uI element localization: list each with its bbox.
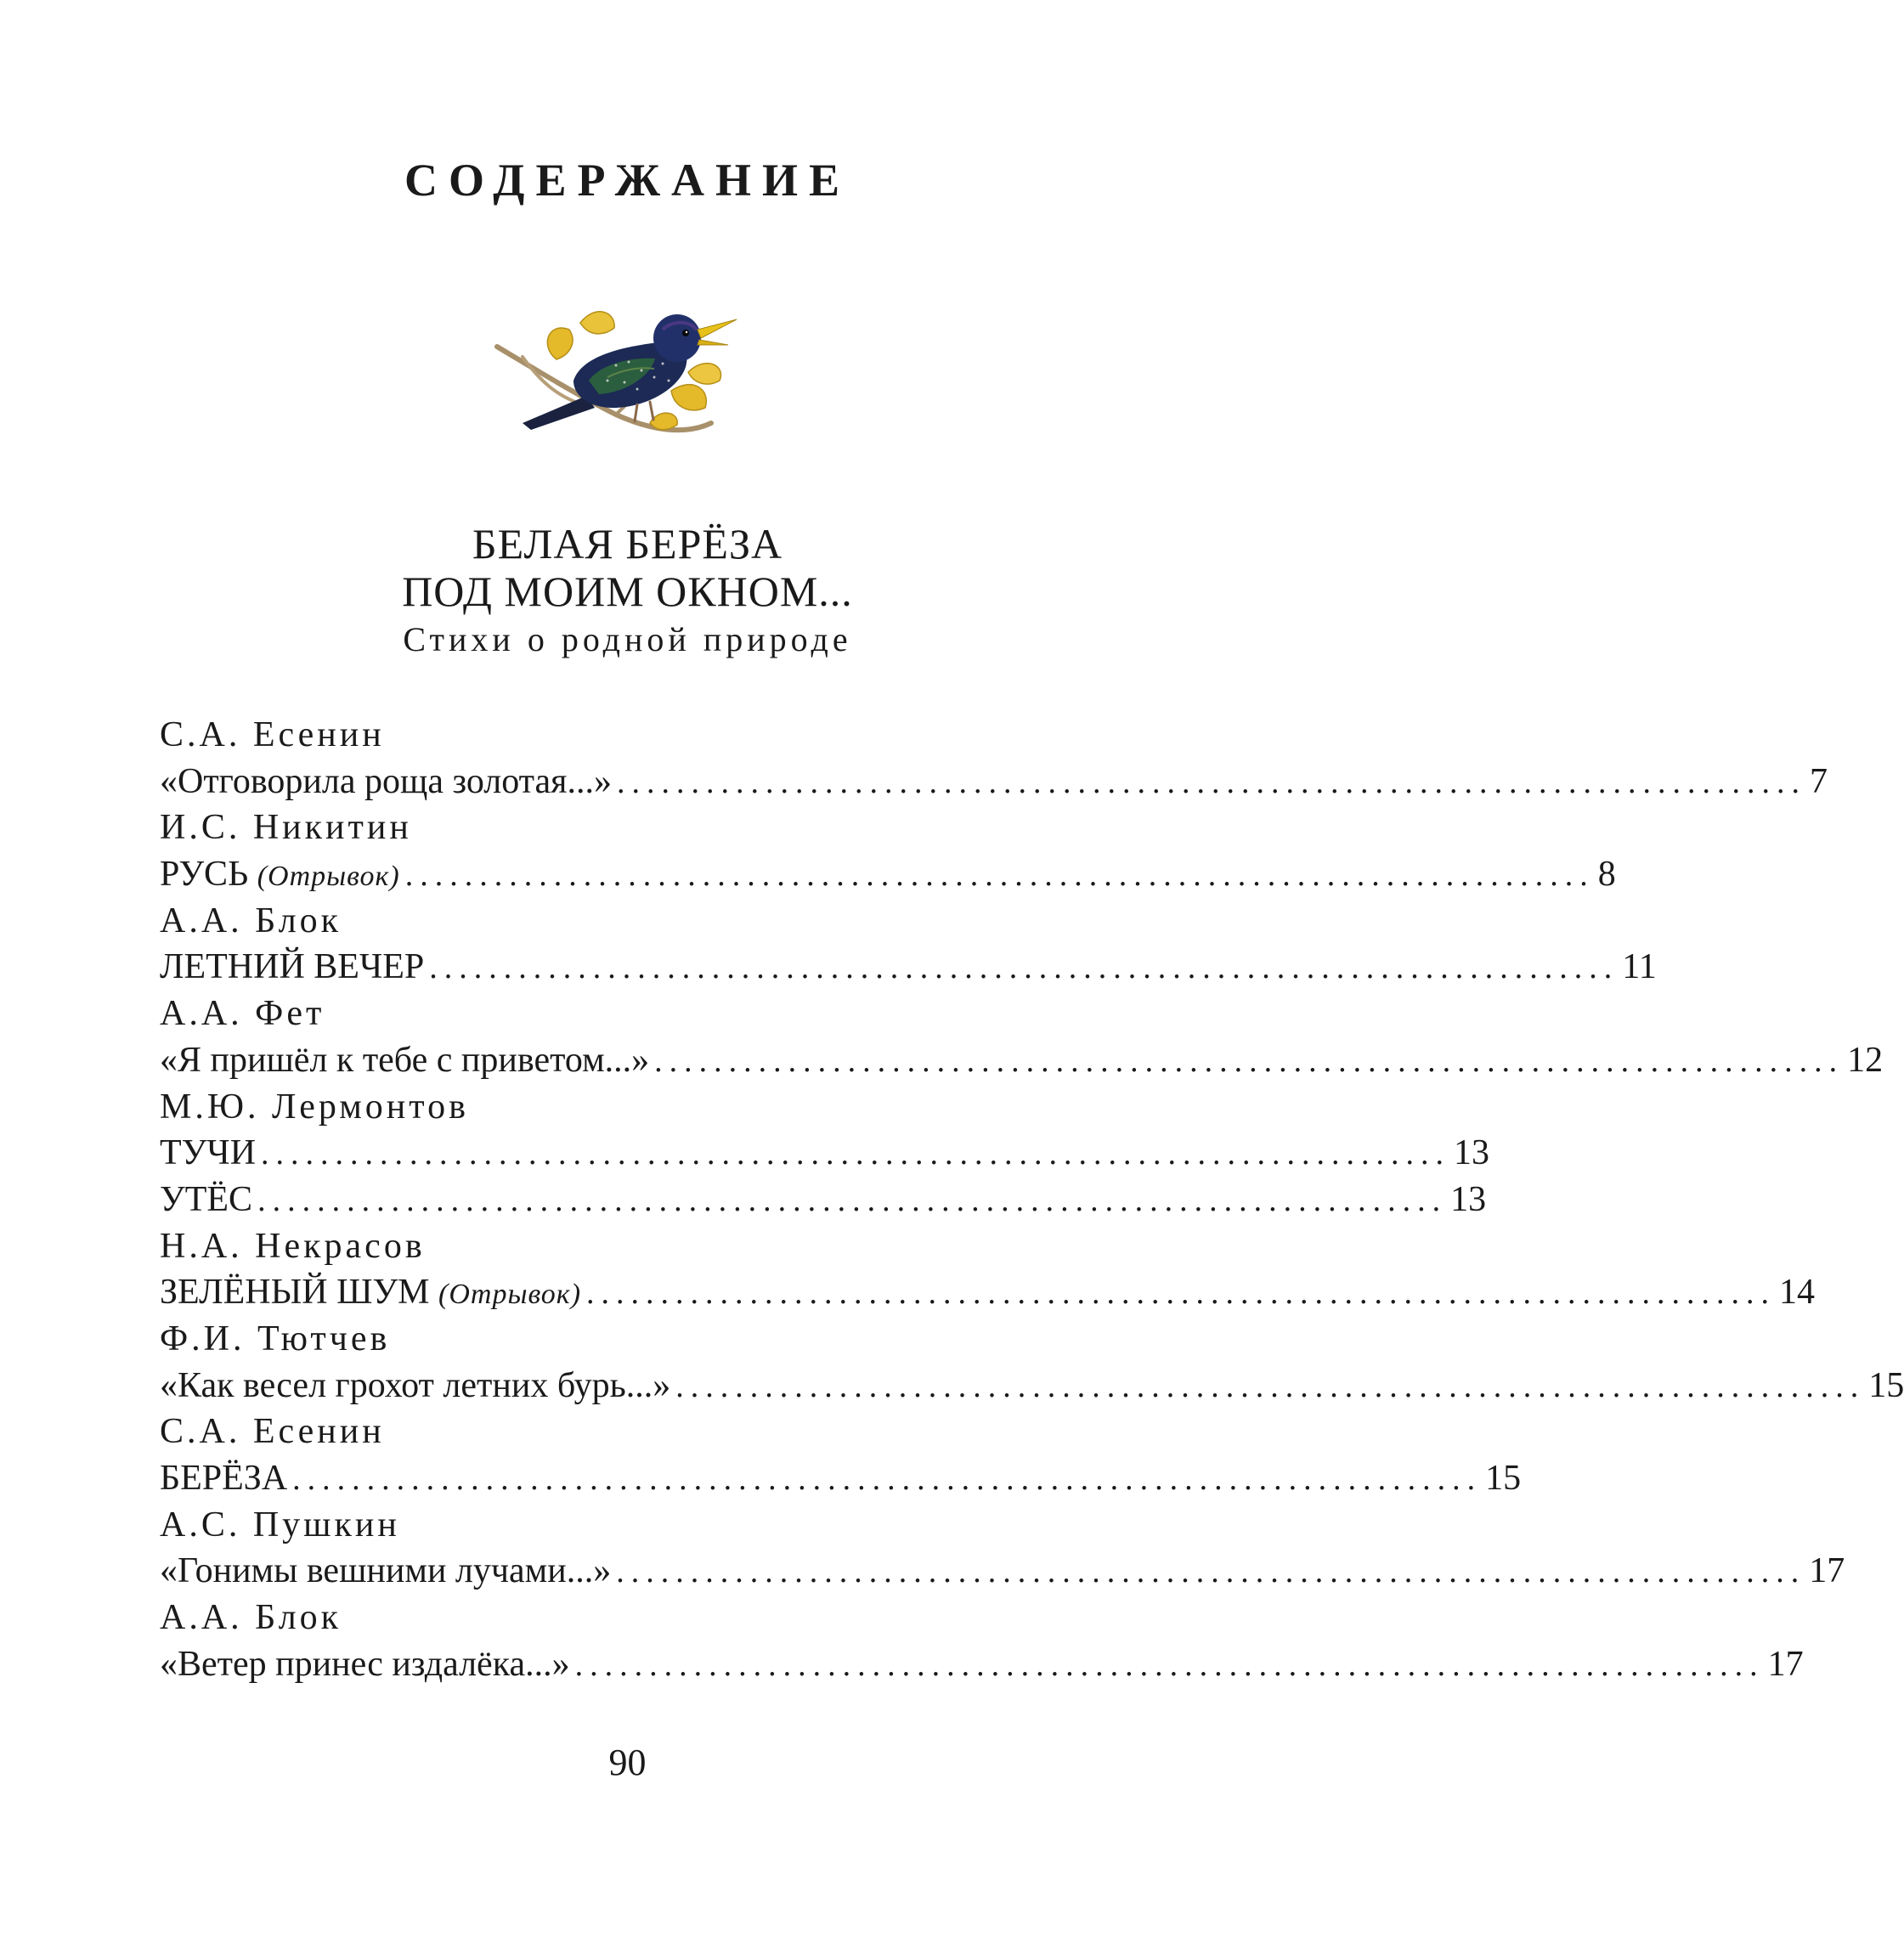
toc-author: С.А. Есенин xyxy=(160,1412,385,1452)
toc-entry-title-text: «Гонимы вешними лучами...» xyxy=(160,1551,612,1591)
toc-entry-title xyxy=(160,1548,611,1595)
toc-entry[interactable] xyxy=(160,1455,1522,1502)
toc-entry-title xyxy=(160,759,612,805)
toc-entry[interactable] xyxy=(160,1177,1487,1223)
toc-entry[interactable] xyxy=(160,944,1657,991)
toc-entry-note: (Отрывок) xyxy=(257,861,400,893)
toc-entry-title-text: ЗЕЛЁНЫЙ ШУМ xyxy=(160,1273,430,1313)
toc-author: С.А. Есенин xyxy=(160,715,385,754)
toc-entry-title xyxy=(160,1130,256,1177)
toc-entry-title-text: УТЁС xyxy=(160,1179,253,1219)
section-title-line1: БЕЛАЯ БЕРЁЗА xyxy=(472,520,783,568)
section-heading xyxy=(0,520,1255,661)
toc-entry-title-text: «Я пришёл к тебе с приветом...» xyxy=(160,1040,650,1080)
starling-on-branch-icon xyxy=(489,296,743,449)
toc-entry[interactable] xyxy=(160,1037,1884,1084)
page-number: 90 xyxy=(608,1742,647,1783)
toc-entry[interactable] xyxy=(160,1130,1490,1177)
toc-entry-title-text: «Ветер принес издалёка...» xyxy=(160,1644,570,1684)
toc-entry[interactable] xyxy=(160,1363,1904,1409)
dot-leader: ................................................................................ xyxy=(675,1368,1866,1404)
table-of-contents xyxy=(160,712,1904,1687)
toc-entry-page: 13 xyxy=(1454,1133,1490,1173)
toc-entry-title-text: ЛЕТНИЙ ВЕЧЕР xyxy=(160,947,425,987)
dot-leader: ................................................................................ xyxy=(574,1646,1765,1683)
toc-entry-title xyxy=(160,1269,581,1319)
toc-entry-page: 8 xyxy=(1597,855,1616,895)
toc-author: Ф.И. Тютчев xyxy=(160,1319,391,1358)
toc-entry-title xyxy=(160,1177,252,1223)
toc-entry-page: 17 xyxy=(1809,1551,1845,1591)
toc-author: А.С. Пушкин xyxy=(160,1505,400,1545)
toc-entry-page: 11 xyxy=(1622,947,1657,987)
dot-leader: ................................................................................ xyxy=(616,1554,1806,1590)
toc-author: А.А. Фет xyxy=(160,994,325,1034)
toc-entry-page: 15 xyxy=(1485,1459,1522,1498)
toc-entry[interactable] xyxy=(160,851,1616,898)
toc-entry-page: 13 xyxy=(1450,1179,1487,1219)
toc-entry-title xyxy=(160,1641,570,1688)
toc-entry-title-text: «Как весел грохот летних бурь...» xyxy=(160,1365,671,1405)
toc-entry-title xyxy=(160,1455,287,1502)
toc-entry-title-text: ТУЧИ xyxy=(160,1133,257,1173)
toc-entry-page: 17 xyxy=(1767,1644,1804,1684)
toc-author: А.А. Блок xyxy=(160,1598,342,1638)
toc-entry-title-text: БЕРЁЗА xyxy=(160,1459,288,1498)
toc-author: А.А. Блок xyxy=(160,901,342,940)
section-title-line2: ПОД МОИМ ОКНОМ... xyxy=(402,568,853,615)
dot-leader: ................................................................................ xyxy=(404,857,1595,894)
dot-leader: ................................................................................ xyxy=(586,1275,1777,1312)
toc-entry-title xyxy=(160,1363,670,1409)
dot-leader: ................................................................................ xyxy=(617,764,1806,800)
toc-entry-title xyxy=(160,851,400,901)
dot-leader: ................................................................................ xyxy=(257,1182,1448,1218)
dot-leader: ................................................................................ xyxy=(429,950,1619,986)
toc-author: И.С. Никитин xyxy=(160,808,412,848)
toc-entry-title xyxy=(160,1037,649,1084)
toc-entry[interactable] xyxy=(160,759,1828,805)
dot-leader: ................................................................................ xyxy=(654,1042,1845,1079)
toc-entry[interactable] xyxy=(160,1269,1816,1316)
toc-entry-page: 15 xyxy=(1868,1365,1904,1405)
toc-author: М.Ю. Лермонтов xyxy=(160,1087,469,1127)
dot-leader: ................................................................................ xyxy=(261,1136,1451,1172)
toc-entry-title xyxy=(160,944,424,991)
toc-author: Н.А. Некрасов xyxy=(160,1226,426,1266)
toc-entry[interactable] xyxy=(160,1641,1804,1688)
section-subtitle: Стихи о родной природе xyxy=(403,620,852,658)
toc-entry-page: 14 xyxy=(1779,1273,1816,1313)
toc-entry-page: 7 xyxy=(1810,761,1828,801)
toc-entry-note: (Отрывок) xyxy=(438,1279,582,1311)
toc-entry-title-text: РУСЬ xyxy=(160,855,249,895)
dot-leader: ................................................................................ xyxy=(292,1461,1483,1497)
toc-entry-title-text: «Отговорила роща золотая...» xyxy=(160,761,612,801)
page-title: СОДЕРЖАНИЕ xyxy=(404,155,850,206)
toc-entry[interactable] xyxy=(160,1548,1845,1595)
toc-entry-page: 12 xyxy=(1847,1040,1884,1080)
